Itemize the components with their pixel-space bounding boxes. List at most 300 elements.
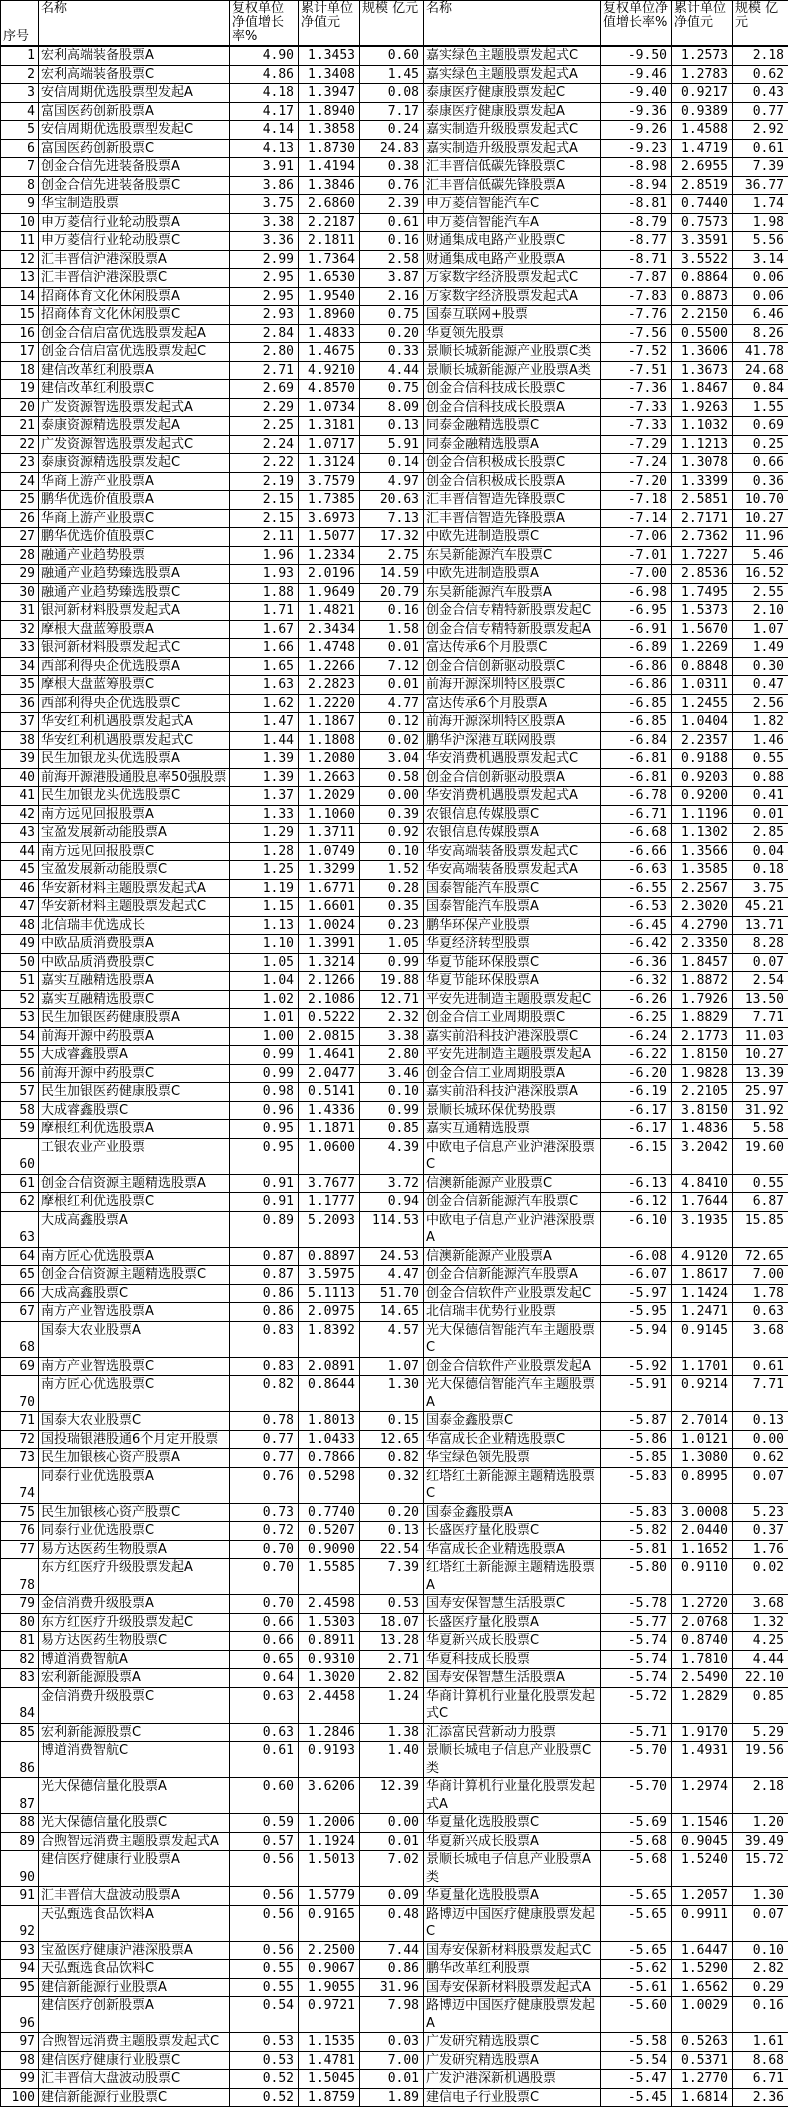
scale-value-left: 4.57 [360,1321,424,1357]
growth-value-left: 0.63 [230,1723,299,1742]
nav-value-right: 2.1773 [672,1027,733,1046]
fund-name-left: 宏利高端装备股票C [39,65,230,84]
row-index: 33 [1,639,39,658]
table-row [1,361,788,380]
scale-value-left: 3.38 [360,1027,424,1046]
growth-value-right: -6.71 [601,805,672,824]
scale-value-left: 0.28 [360,879,424,898]
nav-value-left: 1.3181 [299,417,360,436]
growth-value-left: 1.44 [230,731,299,750]
scale-value-left: 20.79 [360,583,424,602]
row-index: 76 [1,1522,39,1541]
scale-value-left: 19.88 [360,972,424,991]
table-row [1,1449,788,1468]
fund-name-right: 嘉实前沿科技沪港深股票A [424,1083,601,1102]
row-index: 52 [1,990,39,1009]
header-row [1,1,788,47]
nav-value-left: 2.4458 [299,1687,360,1723]
table-row [1,139,788,158]
row-index: 91 [1,1887,39,1906]
nav-value-right: 1.3080 [672,1449,733,1468]
fund-name-right: 华宝绿色领先股票 [424,1449,601,1468]
nav-value-left: 1.9055 [299,1978,360,1997]
scale-value-right: 0.25 [733,435,788,454]
table-row [1,639,788,658]
nav-value-left: 1.2266 [299,657,360,676]
row-index: 51 [1,972,39,991]
growth-value-right: -7.29 [601,435,672,454]
growth-value-right: -5.68 [601,1832,672,1851]
nav-value-left: 1.5013 [299,1851,360,1887]
fund-name-left: 泰康资源精选股票发起A [39,417,230,436]
nav-value-right: 1.0029 [672,1997,733,2033]
fund-name-left: 汇丰晋信沪港深股票A [39,250,230,269]
growth-value-left: 1.65 [230,657,299,676]
growth-value-right: -6.86 [601,657,672,676]
row-index: 44 [1,842,39,861]
table-row [1,824,788,843]
nav-value-left: 1.7364 [299,250,360,269]
growth-value-right: -6.22 [601,1046,672,1065]
fund-name-left: 金信消费升级股票A [39,1595,230,1614]
scale-value-right: 7.71 [733,1376,788,1412]
fund-name-right: 国寿安保智慧生活股票A [424,1669,601,1688]
growth-value-left: 3.75 [230,195,299,214]
row-index: 79 [1,1595,39,1614]
fund-name-right: 创金合信新能源汽车股票A [424,1266,601,1285]
scale-value-left: 7.17 [360,102,424,121]
nav-value-left: 1.4641 [299,1046,360,1065]
scale-value-right: 13.39 [733,1064,788,1083]
fund-name-left: 西部利得央企优选股票C [39,694,230,713]
fund-name-right: 平安先进制造主题股票发起C [424,990,601,1009]
table-row [1,1595,788,1614]
growth-value-right: -7.87 [601,269,672,288]
nav-value-left: 2.6860 [299,195,360,214]
scale-value-right: 0.02 [733,1559,788,1595]
growth-value-left: 1.15 [230,898,299,917]
fund-name-left: 中欧品质消费股票C [39,953,230,972]
growth-value-left: 0.87 [230,1266,299,1285]
row-index: 78 [1,1559,39,1595]
scale-value-right: 5.56 [733,232,788,251]
row-index: 13 [1,269,39,288]
growth-value-left: 0.56 [230,1905,299,1941]
scale-value-left: 1.24 [360,1687,424,1723]
fund-name-right: 华夏领先股票 [424,324,601,343]
growth-value-right: -7.76 [601,306,672,325]
fund-name-left: 鹏华优选价值股票C [39,528,230,547]
fund-name-left: 华宝制造股票 [39,195,230,214]
fund-name-right: 财通集成电路产业股票A [424,250,601,269]
growth-value-right: -6.13 [601,1174,672,1193]
scale-value-left: 0.92 [360,824,424,843]
fund-name-left: 建信改革红利股票C [39,380,230,399]
scale-value-right: 45.21 [733,898,788,917]
nav-value-left: 1.0717 [299,435,360,454]
table-row [1,324,788,343]
row-index: 7 [1,158,39,177]
fund-name-left: 宏利高端装备股票A [39,46,230,65]
nav-value-left: 1.2846 [299,1723,360,1742]
scale-value-left: 0.53 [360,1595,424,1614]
row-index: 10 [1,213,39,232]
growth-value-right: -9.50 [601,46,672,65]
growth-value-left: 1.00 [230,1027,299,1046]
growth-value-left: 0.82 [230,1376,299,1412]
scale-value-left: 2.75 [360,546,424,565]
nav-value-right: 3.3591 [672,232,733,251]
table-row [1,121,788,140]
nav-value-right: 0.9145 [672,1321,733,1357]
row-index: 98 [1,2051,39,2070]
growth-value-right: -5.45 [601,2088,672,2107]
table-row [1,1669,788,1688]
scale-value-left: 0.75 [360,380,424,399]
growth-value-left: 2.99 [230,250,299,269]
table-row [1,306,788,325]
scale-value-left: 3.72 [360,1174,424,1193]
fund-name-left: 华安红利机遇股票发起式A [39,713,230,732]
growth-value-right: -6.85 [601,713,672,732]
nav-value-left: 0.8911 [299,1632,360,1651]
row-index: 46 [1,879,39,898]
nav-value-right: 1.2783 [672,65,733,84]
header-name-right: 名称 [424,1,601,47]
row-index: 16 [1,324,39,343]
table-row [1,195,788,214]
nav-value-right: 1.9170 [672,1723,733,1742]
growth-value-right: -5.47 [601,2070,672,2089]
table-row [1,602,788,621]
scale-value-right: 24.68 [733,361,788,380]
nav-value-right: 1.3673 [672,361,733,380]
nav-value-left: 3.7677 [299,1174,360,1193]
fund-name-right: 景顺长城新能源产业股票C类 [424,343,601,362]
row-index: 64 [1,1247,39,1266]
growth-value-left: 0.54 [230,1997,299,2033]
scale-value-left: 0.20 [360,324,424,343]
fund-name-right: 建信电子行业股票C [424,2088,601,2107]
growth-value-right: -8.98 [601,158,672,177]
nav-value-right: 1.6447 [672,1941,733,1960]
growth-value-left: 1.37 [230,787,299,806]
growth-value-right: -5.74 [601,1632,672,1651]
nav-value-left: 1.1924 [299,1832,360,1851]
scale-value-left: 51.70 [360,1284,424,1303]
growth-value-left: 1.29 [230,824,299,843]
row-index: 35 [1,676,39,695]
fund-name-right: 同泰金融精选股票A [424,435,601,454]
nav-value-right: 1.6562 [672,1978,733,1997]
scale-value-right: 0.61 [733,1357,788,1376]
nav-value-left: 2.0815 [299,1027,360,1046]
growth-value-left: 0.70 [230,1540,299,1559]
scale-value-right: 0.01 [733,805,788,824]
nav-value-right: 0.8873 [672,287,733,306]
fund-name-right: 国泰互联网+股票 [424,306,601,325]
row-index: 6 [1,139,39,158]
nav-value-left: 0.9090 [299,1540,360,1559]
scale-value-right: 8.28 [733,935,788,954]
growth-value-left: 2.69 [230,380,299,399]
nav-value-left: 1.4821 [299,602,360,621]
scale-value-left: 2.16 [360,287,424,306]
row-index: 30 [1,583,39,602]
fund-name-right: 鹏华沪深港互联网股票 [424,731,601,750]
table-row [1,1357,788,1376]
nav-value-right: 1.8829 [672,1009,733,1028]
nav-value-right: 1.3585 [672,861,733,880]
nav-value-left: 1.3124 [299,454,360,473]
nav-value-left: 0.9721 [299,1997,360,2033]
growth-value-right: -6.53 [601,898,672,917]
fund-name-right: 汇丰晋信低碳先锋股票C [424,158,601,177]
growth-value-right: -6.20 [601,1064,672,1083]
row-index: 36 [1,694,39,713]
fund-name-right: 广发沪港深新机遇股票 [424,2070,601,2089]
fund-name-left: 民生加银核心资产股票A [39,1449,230,1468]
scale-value-left: 0.33 [360,343,424,362]
nav-value-left: 1.4748 [299,639,360,658]
nav-value-right: 1.7926 [672,990,733,1009]
fund-name-right: 创金合信积极成长股票A [424,472,601,491]
row-index: 96 [1,1997,39,2033]
fund-name-left: 前海开源中药股票C [39,1064,230,1083]
scale-value-left: 0.09 [360,1887,424,1906]
table-row [1,1650,788,1669]
row-index: 32 [1,620,39,639]
table-row [1,1412,788,1431]
growth-value-left: 0.59 [230,1814,299,1833]
scale-value-right: 0.61 [733,139,788,158]
nav-value-right: 4.9120 [672,1247,733,1266]
table-row [1,454,788,473]
scale-value-right: 4.44 [733,1650,788,1669]
table-row [1,916,788,935]
growth-value-right: -6.84 [601,731,672,750]
nav-value-right: 2.5490 [672,1669,733,1688]
fund-name-left: 宏利新能源股票C [39,1723,230,1742]
nav-value-left: 1.5303 [299,1613,360,1632]
fund-name-left: 光大保德信量化股票C [39,1814,230,1833]
scale-value-left: 0.16 [360,602,424,621]
table-row [1,213,788,232]
scale-value-left: 24.53 [360,1247,424,1266]
row-index: 24 [1,472,39,491]
row-index: 12 [1,250,39,269]
fund-name-left: 摩根大盘蓝筹股票A [39,620,230,639]
nav-value-right: 1.1546 [672,1814,733,1833]
nav-value-left: 1.6771 [299,879,360,898]
growth-value-left: 0.91 [230,1174,299,1193]
scale-value-right: 11.96 [733,528,788,547]
table-row [1,46,788,65]
nav-value-right: 2.2357 [672,731,733,750]
nav-value-right: 2.3020 [672,898,733,917]
nav-value-right: 1.8617 [672,1266,733,1285]
growth-value-left: 0.70 [230,1559,299,1595]
scale-value-right: 0.30 [733,657,788,676]
scale-value-right: 0.00 [733,1430,788,1449]
nav-value-left: 1.5779 [299,1887,360,1906]
scale-value-left: 4.77 [360,694,424,713]
row-index: 56 [1,1064,39,1083]
nav-value-left: 0.5141 [299,1083,360,1102]
row-index: 49 [1,935,39,954]
fund-name-left: 银河新材料股票发起式A [39,602,230,621]
scale-value-left: 0.16 [360,232,424,251]
table-row [1,1193,788,1212]
fund-name-right: 华夏新兴成长股票A [424,1832,601,1851]
table-row [1,1321,788,1357]
scale-value-left: 0.01 [360,2070,424,2089]
scale-value-right: 16.52 [733,565,788,584]
table-row [1,676,788,695]
growth-value-left: 1.66 [230,639,299,658]
scale-value-left: 7.02 [360,1851,424,1887]
fund-name-left: 国泰大农业股票C [39,1412,230,1431]
growth-value-right: -8.77 [601,232,672,251]
growth-value-left: 1.63 [230,676,299,695]
fund-name-left: 天弘甄选食品饮料A [39,1905,230,1941]
scale-value-left: 18.07 [360,1613,424,1632]
row-index: 59 [1,1120,39,1139]
row-index: 25 [1,491,39,510]
scale-value-left: 1.45 [360,65,424,84]
growth-value-left: 2.95 [230,287,299,306]
fund-name-left: 建信医疗创新股票A [39,1997,230,2033]
scale-value-left: 0.03 [360,2033,424,2052]
scale-value-left: 2.58 [360,250,424,269]
table-row [1,2033,788,2052]
fund-name-right: 光大保德信智能汽车主题股票C [424,1321,601,1357]
row-index: 60 [1,1138,39,1174]
row-index: 23 [1,454,39,473]
fund-name-right: 万家数字经济股票发起式A [424,287,601,306]
scale-value-right: 0.77 [733,102,788,121]
nav-value-left: 1.6601 [299,898,360,917]
fund-name-right: 华商计算机行业量化股票发起式A [424,1778,601,1814]
nav-value-left: 3.6973 [299,509,360,528]
fund-name-left: 广发资源智选股票发起式C [39,435,230,454]
scale-value-right: 1.46 [733,731,788,750]
fund-name-left: 国投瑞银港股通6个月定开股票 [39,1430,230,1449]
scale-value-right: 22.10 [733,1669,788,1688]
growth-value-right: -6.81 [601,768,672,787]
scale-value-right: 13.71 [733,916,788,935]
scale-value-left: 0.86 [360,1960,424,1979]
fund-name-left: 大成睿鑫股票C [39,1101,230,1120]
nav-value-left: 2.1266 [299,972,360,991]
nav-value-right: 1.4588 [672,121,733,140]
growth-value-left: 0.86 [230,1284,299,1303]
growth-value-left: 0.99 [230,1064,299,1083]
fund-name-left: 南方产业智选股票A [39,1303,230,1322]
scale-value-left: 7.13 [360,509,424,528]
scale-value-right: 3.68 [733,1321,788,1357]
fund-name-left: 创金合信资源主题精选股票C [39,1266,230,1285]
row-index: 21 [1,417,39,436]
growth-value-left: 0.86 [230,1303,299,1322]
growth-value-left: 0.95 [230,1138,299,1174]
growth-value-right: -5.83 [601,1503,672,1522]
growth-value-left: 0.66 [230,1613,299,1632]
nav-value-left: 0.9165 [299,1905,360,1941]
growth-value-left: 4.13 [230,139,299,158]
nav-value-right: 2.2105 [672,1083,733,1102]
table-row [1,1960,788,1979]
scale-value-left: 7.12 [360,657,424,676]
growth-value-right: -5.70 [601,1742,672,1778]
scale-value-left: 0.08 [360,84,424,103]
scale-value-right: 0.36 [733,472,788,491]
scale-value-left: 0.61 [360,213,424,232]
scale-value-right: 39.49 [733,1832,788,1851]
scale-value-right: 0.84 [733,380,788,399]
fund-name-right: 鹏华改革红利股票 [424,1960,601,1979]
row-index: 31 [1,602,39,621]
growth-value-right: -7.20 [601,472,672,491]
scale-value-left: 17.32 [360,528,424,547]
scale-value-left: 0.10 [360,1083,424,1102]
nav-value-left: 2.4598 [299,1595,360,1614]
row-index: 63 [1,1211,39,1247]
scale-value-left: 0.24 [360,121,424,140]
scale-value-right: 13.50 [733,990,788,1009]
nav-value-right: 2.3350 [672,935,733,954]
scale-value-right: 0.06 [733,287,788,306]
nav-value-left: 5.1113 [299,1284,360,1303]
nav-value-right: 0.9110 [672,1559,733,1595]
growth-value-left: 2.95 [230,269,299,288]
scale-value-right: 11.03 [733,1027,788,1046]
scale-value-left: 4.39 [360,1138,424,1174]
growth-value-left: 1.71 [230,602,299,621]
nav-value-left: 1.8013 [299,1412,360,1431]
fund-name-left: 国泰大农业股票A [39,1321,230,1357]
growth-value-left: 1.39 [230,768,299,787]
growth-value-right: -9.26 [601,121,672,140]
growth-value-left: 1.02 [230,990,299,1009]
fund-name-right: 华夏新兴成长股票C [424,1632,601,1651]
fund-name-left: 华安新材料主题股票发起式A [39,879,230,898]
table-row [1,1083,788,1102]
fund-name-left: 鹏华优选价值股票A [39,491,230,510]
scale-value-right: 5.58 [733,1120,788,1139]
fund-name-left: 民生加银医药健康股票C [39,1083,230,1102]
fund-name-left: 中欧品质消费股票A [39,935,230,954]
scale-value-left: 7.39 [360,1559,424,1595]
table-row [1,1978,788,1997]
scale-value-right: 2.54 [733,972,788,991]
scale-value-right: 2.18 [733,1778,788,1814]
fund-name-right: 信澳新能源产业股票C [424,1174,601,1193]
row-index: 86 [1,1742,39,1778]
growth-value-right: -7.51 [601,361,672,380]
nav-value-right: 1.2455 [672,694,733,713]
scale-value-right: 2.55 [733,583,788,602]
growth-value-right: -8.81 [601,195,672,214]
nav-value-left: 1.3858 [299,121,360,140]
fund-name-right: 光大保德信智能汽车主题股票A [424,1376,601,1412]
fund-name-right: 华商计算机行业量化股票发起式C [424,1687,601,1723]
growth-value-right: -6.26 [601,990,672,1009]
fund-name-left: 银河新材料股票发起式C [39,639,230,658]
scale-value-left: 0.01 [360,676,424,695]
row-index: 18 [1,361,39,380]
fund-name-left: 创金合信资源主题精选股票A [39,1174,230,1193]
